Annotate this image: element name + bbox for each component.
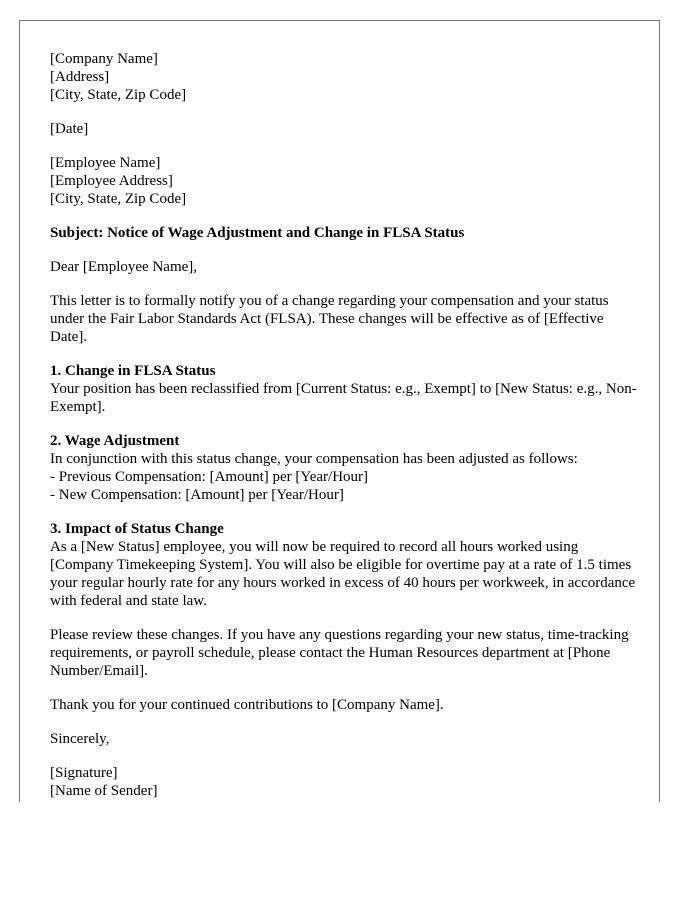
letter-date: [Date] bbox=[50, 121, 89, 137]
list-item-previous-compensation: - Previous Compensation: [Amount] per [Year/Hour] bbox=[50, 469, 369, 485]
section-body: In conjunction with this status change, your compensation has been adjusted as follows: bbox=[50, 451, 578, 467]
section-flsa-status bbox=[50, 362, 640, 416]
intro-paragraph: This letter is to formally notify you of a change regarding your compensation and your status under the Fair Labor Standards Act (FLSA). These changes will be effective as of [Effective Date]. bbox=[50, 293, 609, 345]
sender-block bbox=[50, 50, 640, 104]
salutation: Dear [Employee Name], bbox=[50, 259, 198, 275]
signature-block bbox=[50, 764, 640, 800]
closing: Sincerely, bbox=[50, 731, 110, 747]
sender-address: [Address] bbox=[50, 69, 110, 85]
review-paragraph: Please review these changes. If you have any questions regarding your new status, time-tracking requirements, or payroll schedule, please contact the Human Resources department at [Phone Number/Email]. bbox=[50, 627, 629, 679]
section-heading: 1. Change in FLSA Status bbox=[50, 363, 216, 379]
sender-name: [Name of Sender] bbox=[50, 783, 158, 799]
sender-city-state-zip: [City, State, Zip Code] bbox=[50, 87, 187, 103]
sender-company-name: [Company Name] bbox=[50, 51, 158, 67]
letter-page bbox=[19, 20, 660, 802]
letter-content bbox=[50, 50, 640, 816]
section-impact-of-status-change bbox=[50, 520, 640, 610]
list-item-new-compensation: - New Compensation: [Amount] per [Year/Hour] bbox=[50, 487, 344, 503]
recipient-city-state-zip: [City, State, Zip Code] bbox=[50, 191, 187, 207]
date-block bbox=[50, 120, 640, 138]
signature: [Signature] bbox=[50, 765, 118, 781]
recipient-address: [Employee Address] bbox=[50, 173, 173, 189]
section-heading: 3. Impact of Status Change bbox=[50, 521, 224, 537]
recipient-name: [Employee Name] bbox=[50, 155, 161, 171]
section-body: Your position has been reclassified from [Current Status: e.g., Exempt] to [New Status: e.g., Non-Exempt]. bbox=[50, 381, 637, 415]
section-heading: 2. Wage Adjustment bbox=[50, 433, 180, 449]
section-body: As a [New Status] employee, you will now be required to record all hours worked using [Company Timekeeping System]. You will also be eligible for overtime pay at a rate of 1.5 times your regular hourly rate for any hours worked in excess of 40 hours per workweek, in accordance with federal and state law. bbox=[50, 539, 636, 609]
recipient-block bbox=[50, 154, 640, 208]
section-wage-adjustment bbox=[50, 432, 640, 504]
subject-line: Subject: Notice of Wage Adjustment and Change in FLSA Status bbox=[50, 225, 465, 241]
thanks-paragraph: Thank you for your continued contributions to [Company Name]. bbox=[50, 697, 444, 713]
